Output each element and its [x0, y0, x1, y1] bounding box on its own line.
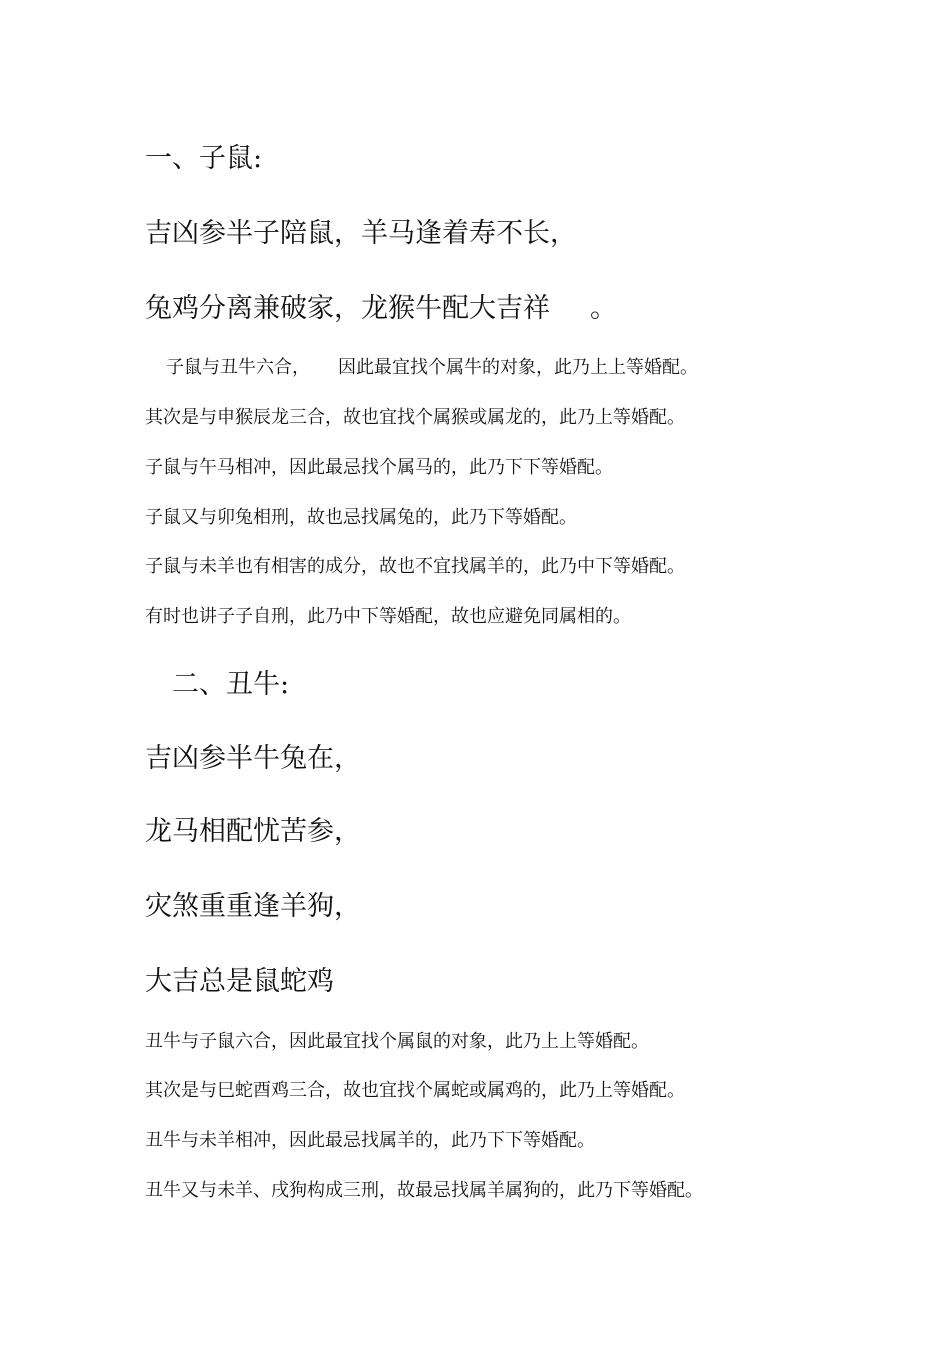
paragraph-text: 子鼠与丑牛六合，: [166, 357, 310, 378]
verse-text: 兔鸡分离兼破家，龙猴牛配大吉祥: [145, 293, 550, 324]
paragraph-line: 其次是与巳蛇酉鸡三合，故也宜找个属蛇或属鸡的，此乃上等婚配。: [145, 1080, 685, 1101]
paragraph-line: 子鼠与未羊也有相害的成分，故也不宜找属羊的，此乃中下等婚配。: [145, 556, 685, 577]
verse-line: 吉凶参半子陪鼠，羊马逢着寿不长，: [145, 218, 577, 249]
verse-line: 灾煞重重逢羊狗，: [145, 891, 361, 922]
paragraph-line: 子鼠又与卯兔相刑，故也忌找属兔的，此乃下等婚配。: [145, 507, 577, 528]
verse-line: 龙马相配忧苦参，: [145, 816, 361, 847]
section-heading-ox: 二、丑牛:: [172, 669, 290, 700]
verse-end-mark: 。: [590, 293, 617, 324]
paragraph-text: 因此最宜找个属牛的对象，此乃上上等婚配。: [338, 357, 698, 378]
paragraph-line: 丑牛与子鼠六合，因此最宜找个属鼠的对象，此乃上上等婚配。: [145, 1031, 649, 1052]
paragraph-line: 丑牛与未羊相冲，因此最忌找属羊的，此乃下下等婚配。: [145, 1130, 595, 1151]
paragraph-line: 子鼠与午马相冲，因此最忌找个属马的，此乃下下等婚配。: [145, 457, 613, 478]
paragraph-line: 其次是与申猴辰龙三合，故也宜找个属猴或属龙的，此乃上等婚配。: [145, 407, 685, 428]
verse-line: [145, 295, 617, 322]
paragraph-line: 有时也讲子子自刑，此乃中下等婚配，故也应避免同属相的。: [145, 606, 631, 627]
paragraph-line: 丑牛又与未羊、戌狗构成三刑，故最忌找属羊属狗的，此乃下等婚配。: [145, 1180, 703, 1201]
verse-line: 大吉总是鼠蛇鸡: [145, 966, 334, 997]
paragraph-line: [166, 359, 698, 377]
verse-line: 吉凶参半牛兔在，: [145, 743, 361, 774]
section-heading-rat: 一、子鼠:: [145, 143, 263, 174]
